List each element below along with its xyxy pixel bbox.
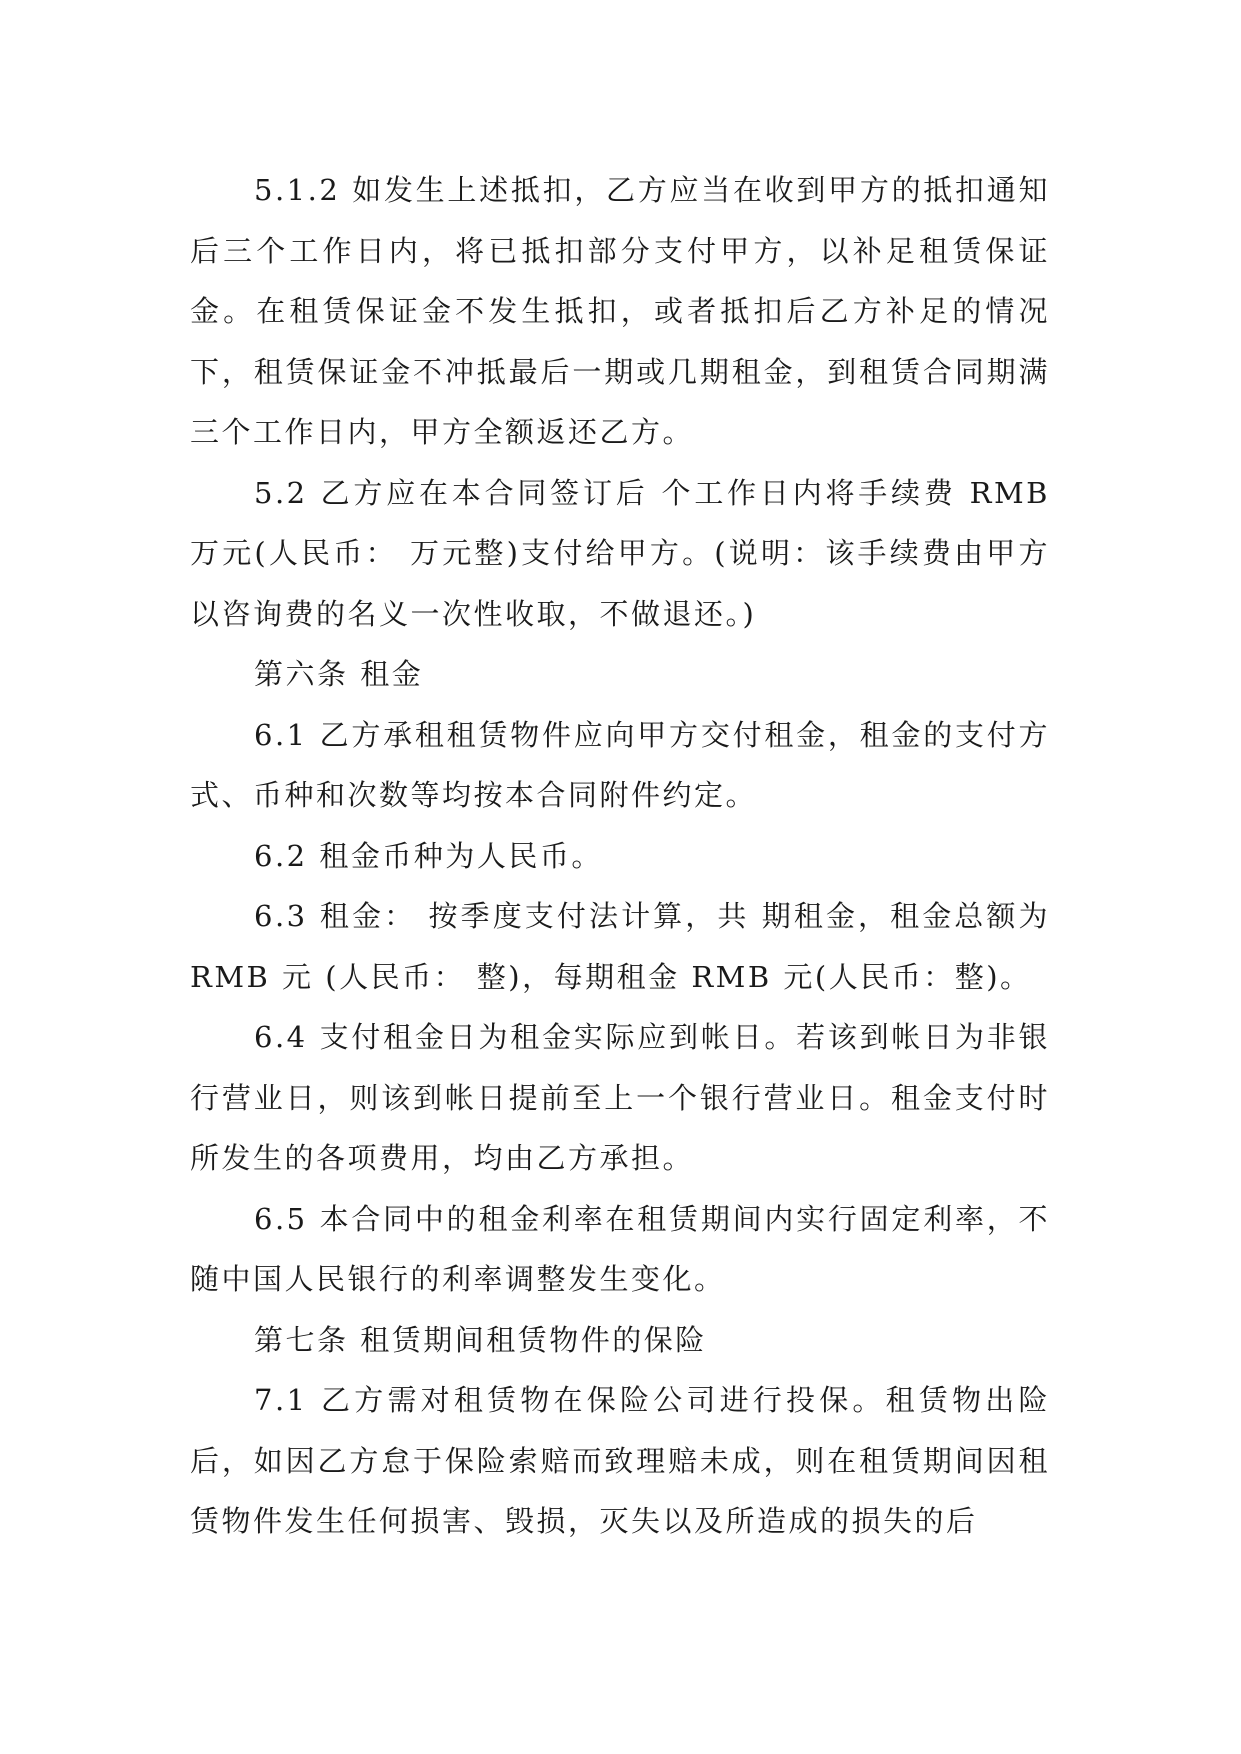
clause-6-1: 6.1 乙方承租租赁物件应向甲方交付租金，租金的支付方式、币种和次数等均按本合同附件约定。 [190, 717, 1050, 812]
document-body [190, 160, 1050, 1552]
clause-5-2: 5.2 乙方应在本合同签订后 个工作日内将手续费 RMB 万元(人民币： 万元整)支付给甲方。(说明：该手续费由甲方以咨询费的名义一次性收取，不做退还。) [190, 475, 1050, 631]
clause-6-4: 6.4 支付租金日为租金实际应到帐日。若该到帐日为非银行营业日，则该到帐日提前至上一个银行营业日。租金支付时所发生的各项费用，均由乙方承担。 [190, 1020, 1050, 1175]
article-7-heading: 第七条 租赁期间租赁物件的保险 [254, 1322, 707, 1357]
clause-5-1-2: 5.1.2 如发生上述抵扣，乙方应当在收到甲方的抵扣通知后三个工作日内，将已抵扣部分支付甲方，以补足租赁保证金。在租赁保证金不发生抵扣，或者抵扣后乙方补足的情况下，租赁保证金不冲抵最后一期或几期租金，到租赁合同期满三个工作日内，甲方全额返还乙方。 [190, 173, 1050, 449]
clause-6-3: 6.3 租金： 按季度支付法计算，共 期租金，租金总额为 RMB 元 (人民币： 整)，每期租金 RMB 元(人民币：整)。 [190, 899, 1050, 994]
article-6-heading: 第六条 租金 [254, 657, 424, 691]
clause-6-5: 6.5 本合同中的租金利率在租赁期间内实行固定利率，不随中国人民银行的利率调整发生变化。 [190, 1201, 1050, 1296]
clause-6-2: 6.2 租金币种为人民币。 [254, 838, 603, 873]
clause-7-1: 7.1 乙方需对租赁物在保险公司进行投保。租赁物出险后，如因乙方怠于保险索赔而致理赔未成，则在租赁期间因租赁物件发生任何损害、毁损，灭失以及所造成的损失的后 [190, 1383, 1050, 1538]
